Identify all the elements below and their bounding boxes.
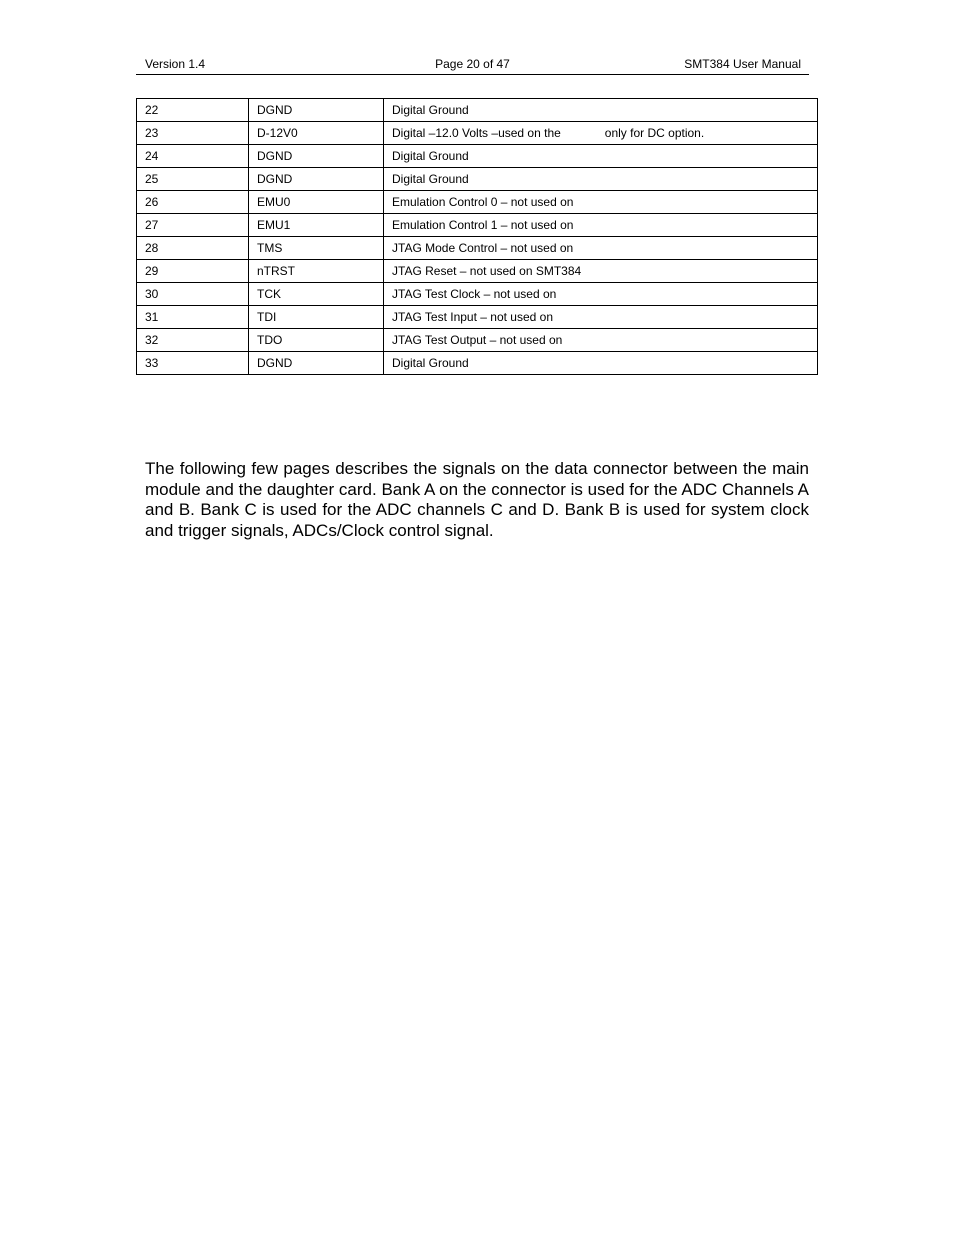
table-row bbox=[137, 191, 818, 214]
header-document-title: SMT384 User Manual bbox=[684, 57, 801, 71]
table-row bbox=[137, 237, 818, 260]
description-cell: Digital Ground bbox=[384, 168, 818, 191]
description-cell: JTAG Mode Control – not used on bbox=[384, 237, 818, 260]
page-header bbox=[136, 56, 809, 74]
pin-number-cell: 23 bbox=[137, 122, 249, 145]
description-cell: Emulation Control 1 – not used on bbox=[384, 214, 818, 237]
header-rule bbox=[136, 74, 809, 75]
pin-number-cell: 29 bbox=[137, 260, 249, 283]
signal-name-cell: DGND bbox=[249, 352, 384, 375]
description-cell: Digital Ground bbox=[384, 145, 818, 168]
description-cell: Digital Ground bbox=[384, 352, 818, 375]
table-row bbox=[137, 260, 818, 283]
pin-number-cell: 31 bbox=[137, 306, 249, 329]
pin-number-cell: 26 bbox=[137, 191, 249, 214]
signal-name-cell: EMU1 bbox=[249, 214, 384, 237]
description-cell: JTAG Reset – not used on SMT384 bbox=[384, 260, 818, 283]
signal-name-cell: TDI bbox=[249, 306, 384, 329]
header-page-number: Page 20 of 47 bbox=[435, 57, 510, 71]
signal-name-cell: TCK bbox=[249, 283, 384, 306]
pin-number-cell: 32 bbox=[137, 329, 249, 352]
signal-name-cell: nTRST bbox=[249, 260, 384, 283]
description-text-cont: only for DC option. bbox=[604, 126, 705, 140]
pin-number-cell: 22 bbox=[137, 99, 249, 122]
description-cell: JTAG Test Output – not used on bbox=[384, 329, 818, 352]
table-row bbox=[137, 168, 818, 191]
table-row bbox=[137, 145, 818, 168]
signal-name-cell: DGND bbox=[249, 99, 384, 122]
table-row bbox=[137, 99, 818, 122]
signal-name-cell: DGND bbox=[249, 145, 384, 168]
pin-number-cell: 33 bbox=[137, 352, 249, 375]
description-cell bbox=[384, 122, 818, 145]
description-text: Digital –12.0 Volts –used on the bbox=[392, 126, 561, 140]
table-row bbox=[137, 352, 818, 375]
pin-number-cell: 30 bbox=[137, 283, 249, 306]
pin-number-cell: 28 bbox=[137, 237, 249, 260]
signal-name-cell: TDO bbox=[249, 329, 384, 352]
body-paragraph: The following few pages describes the signals on the data connector between the main module and the daughter card. Bank A on the connector is used for the ADC Channels A and B. Bank C is used for the ADC channels C and D. Bank B is used for system clock and trigger signals, ADCs/Clock control signal. bbox=[145, 459, 809, 540]
table-row bbox=[137, 214, 818, 237]
signal-name-cell: DGND bbox=[249, 168, 384, 191]
header-version: Version 1.4 bbox=[145, 57, 206, 71]
description-cell: Digital Ground bbox=[384, 99, 818, 122]
table-row bbox=[137, 122, 818, 145]
pin-number-cell: 25 bbox=[137, 168, 249, 191]
description-cell: JTAG Test Clock – not used on bbox=[384, 283, 818, 306]
pin-number-cell: 24 bbox=[137, 145, 249, 168]
table-row bbox=[137, 329, 818, 352]
signal-name-cell: EMU0 bbox=[249, 191, 384, 214]
description-cell: JTAG Test Input – not used on bbox=[384, 306, 818, 329]
table-row bbox=[137, 283, 818, 306]
pin-table bbox=[136, 98, 818, 375]
signal-name-cell: D-12V0 bbox=[249, 122, 384, 145]
signal-name-cell: TMS bbox=[249, 237, 384, 260]
table-row bbox=[137, 306, 818, 329]
description-cell: Emulation Control 0 – not used on bbox=[384, 191, 818, 214]
pin-number-cell: 27 bbox=[137, 214, 249, 237]
